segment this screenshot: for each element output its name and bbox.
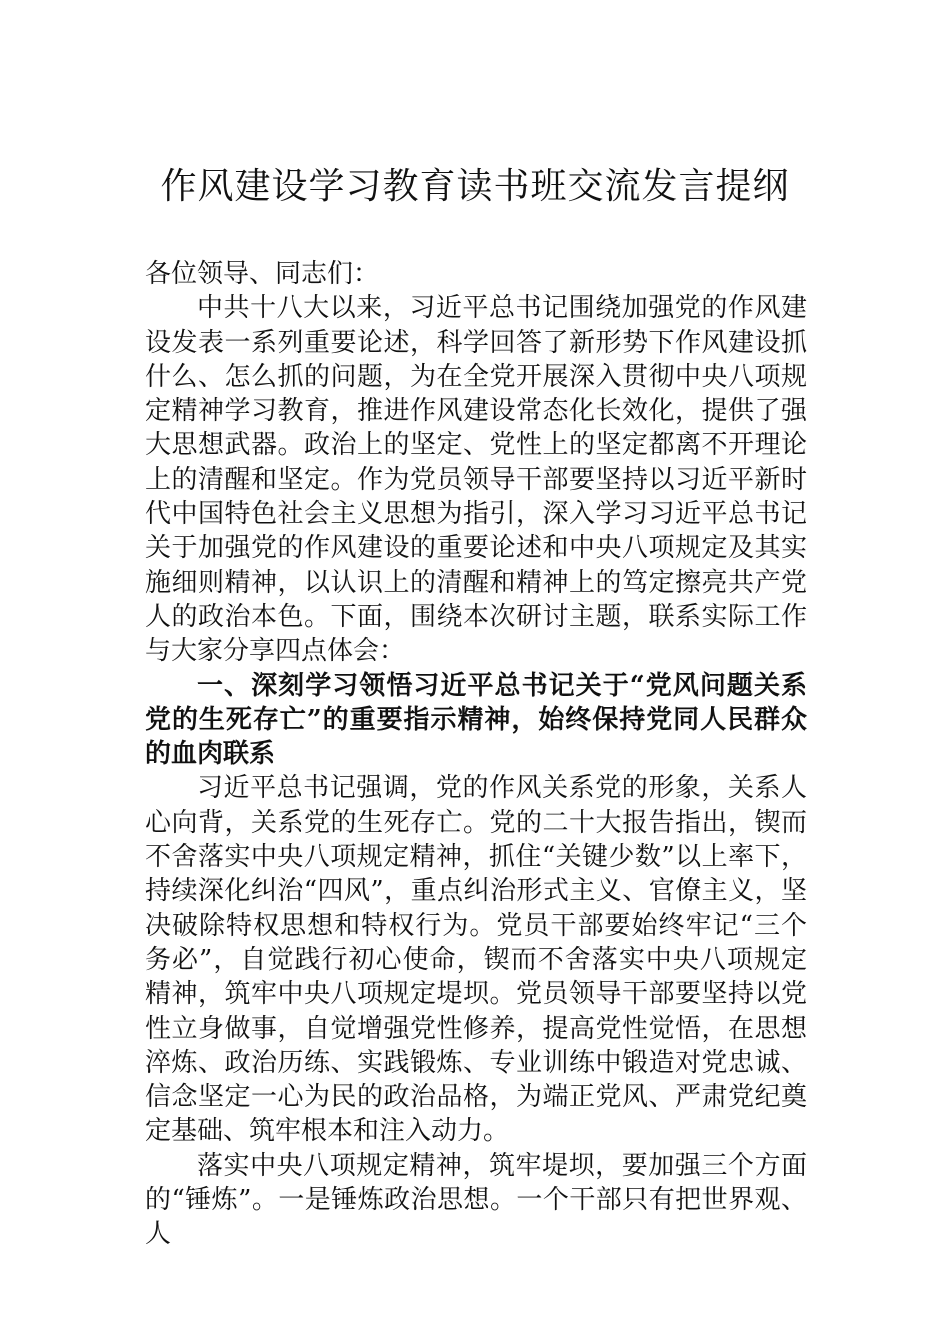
document-body: [145, 257, 807, 1252]
paragraph-section-1: 习近平总书记强调，党的作风关系党的形象，关系人心向背，关系党的生死存亡。党的二十大报告指出，锲而不舍落实中央八项规定精神，抓住“关键少数”以上率下，持续深化纠治“四风”，重点纠治形式主义、官僚主义，坚决破除特权思想和特权行为。党员干部要始终牢记“三个务必”，自觉践行初心使命，锲而不舍落实中央八项规定精神，筑牢中央八项规定堤坝。党员领导干部要坚持以党性立身做事，自觉增强党性修养，提高党性觉悟，在思想淬炼、政治历练、实践锻炼、专业训练中锻造对党忠诚、信念坚定一心为民的政治品格，为端正党风、严肃党纪奠定基础、筑牢根本和注入动力。: [145, 773, 807, 1147]
paragraph-section-1-continued: 落实中央八项规定精神，筑牢堤坝，要加强三个方面的“锤炼”。一是锤炼政治思想。一个干部只有把世界观、人: [145, 1150, 807, 1250]
paragraph-intro: 中共十八大以来，习近平总书记围绕加强党的作风建设发表一系列重要论述，科学回答了新形势下作风建设抓什么、怎么抓的问题，为在全党开展深入贯彻中央八项规定精神学习教育，推进作风建设常态化长效化，提供了强大思想武器。政治上的坚定、党性上的坚定都离不开理论上的清醒和坚定。作为党员领导干部要坚持以习近平新时代中国特色社会主义思想为指引，深入学习习近平总书记关于加强党的作风建设的重要论述和中央八项规定及其实施细则精神，以认识上的清醒和精神上的笃定擦亮共产党人的政治本色。下面，围绕本次研讨主题，联系实际工作与大家分享四点体会：: [145, 293, 807, 667]
document-title: 作风建设学习教育读书班交流发言提纲: [160, 166, 790, 207]
section-heading-1: 一、深刻学习领悟习近平总书记关于“党风问题关系党的生死存亡”的重要指示精神，始终保持党同人民群众的血肉联系: [145, 670, 807, 770]
salutation: 各位领导、同志们：: [145, 259, 380, 289]
